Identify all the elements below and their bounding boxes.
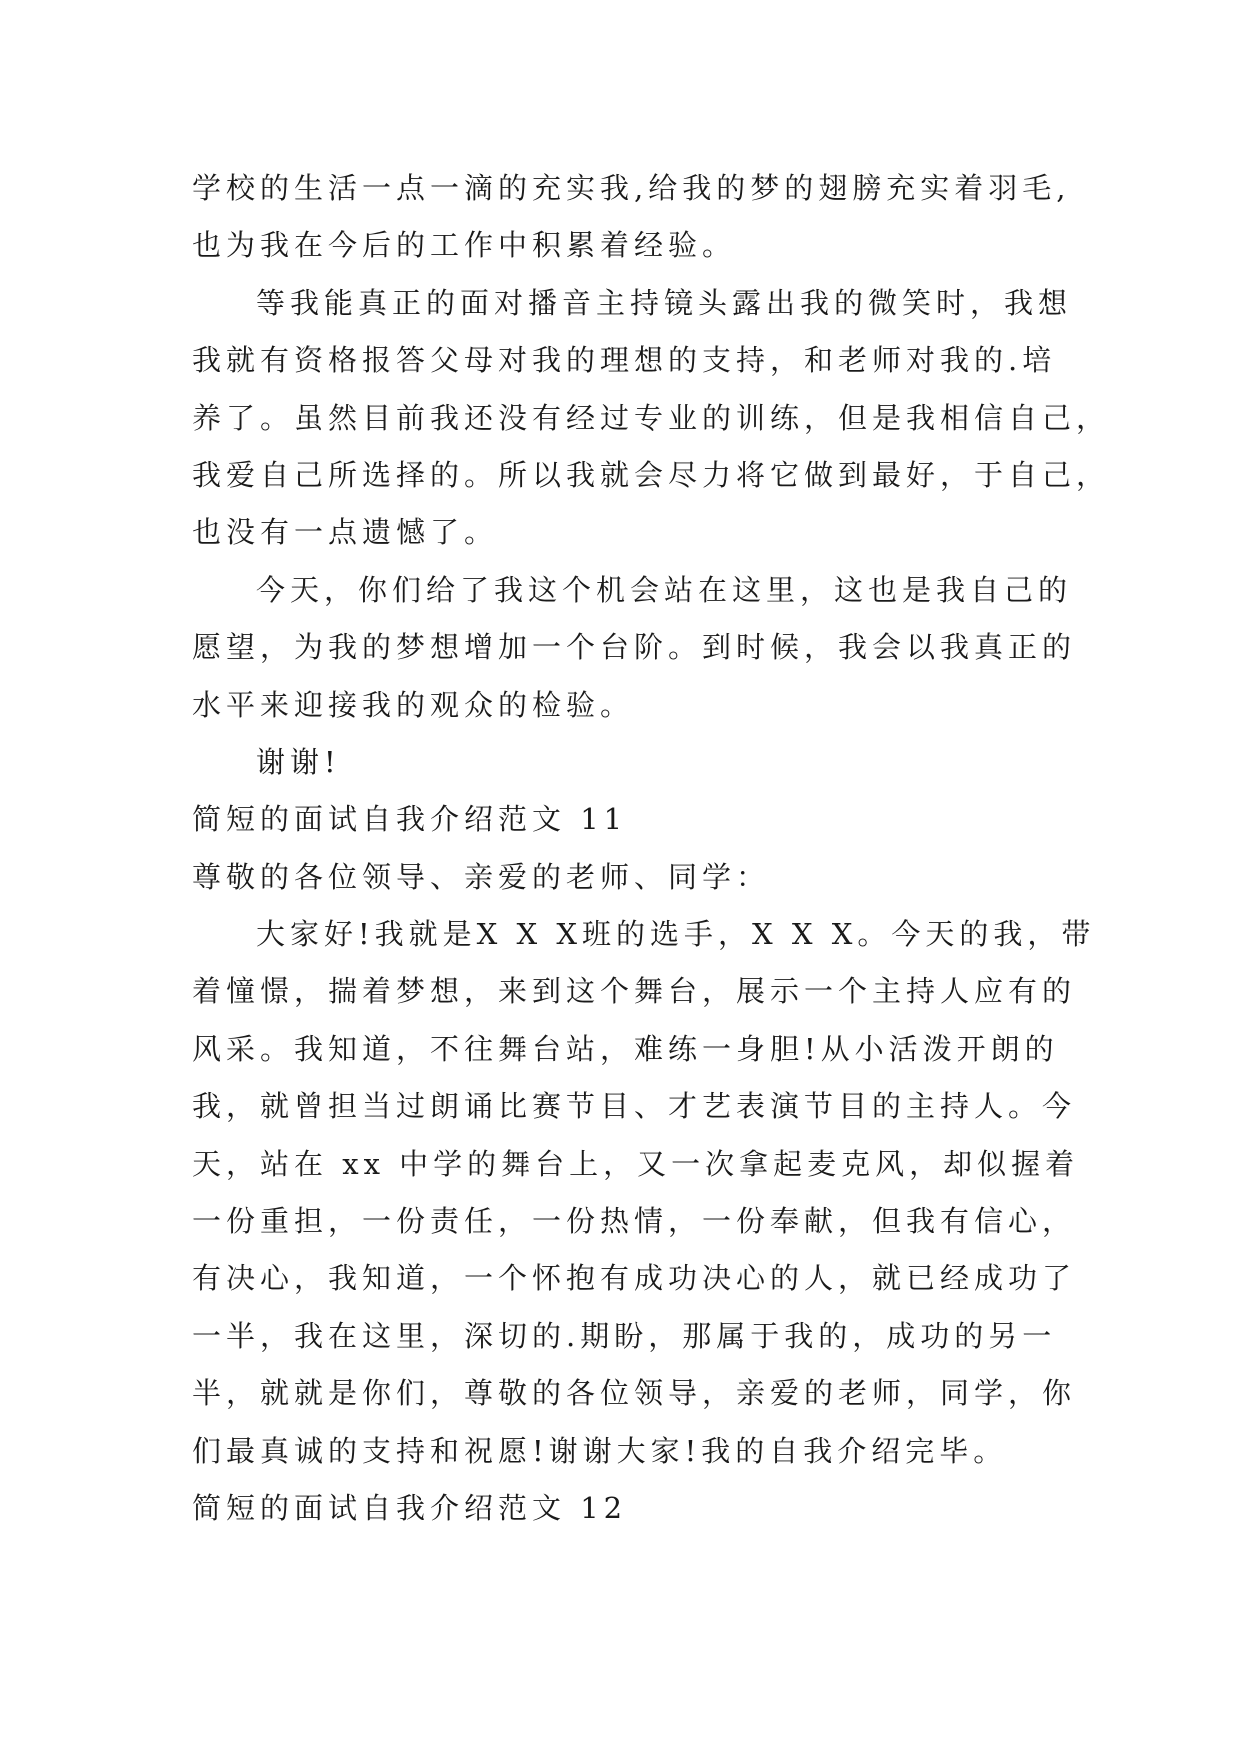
paragraph-line: 一份重担，一份责任，一份热情，一份奉献，但我有信心， <box>192 1204 1077 1239</box>
section-heading: 简短的面试自我介绍范文 11 <box>192 802 628 837</box>
paragraph-line: 也为我在今后的工作中积累着经验。 <box>192 228 737 263</box>
paragraph-line: 一半，我在这里，深切的.期盼，那属于我的，成功的另一 <box>192 1318 1057 1353</box>
section-heading: 简短的面试自我介绍范文 12 <box>192 1490 628 1525</box>
document-body <box>192 160 1111 1537</box>
paragraph-line: 半，就就是你们，尊敬的各位领导，亲爱的老师，同学，你 <box>192 1376 1077 1411</box>
paragraph-line: 有决心，我知道，一个怀抱有成功决心的人，就已经成功了 <box>192 1261 1077 1296</box>
paragraph-line: 也没有一点遗憾了。 <box>192 515 499 550</box>
paragraph-line: 着憧憬，揣着梦想，来到这个舞台，展示一个主持人应有的 <box>192 974 1077 1009</box>
paragraph-line: 谢谢! <box>256 744 341 779</box>
paragraph-line: 水平来迎接我的观众的检验。 <box>192 687 635 722</box>
paragraph-line: 等我能真正的面对播音主持镜头露出我的微笑时，我想 <box>256 285 1073 320</box>
salutation: 尊敬的各位领导、亲爱的老师、同学： <box>192 859 771 894</box>
paragraph-line: 天，站在 xx 中学的舞台上，又一次拿起麦克风，却似握着 <box>192 1146 1080 1181</box>
paragraph-line: 大家好!我就是X X X班的选手，X X X。今天的我，带 <box>256 917 1096 952</box>
paragraph-line: 们最真诚的支持和祝愿!谢谢大家!我的自我介绍完毕。 <box>192 1433 1008 1468</box>
paragraph-line: 我，就曾担当过朗诵比赛节目、才艺表演节目的主持人。今 <box>192 1089 1077 1124</box>
paragraph-line: 养了。虽然目前我还没有经过专业的训练，但是我相信自己， <box>192 400 1111 435</box>
paragraph-line: 愿望，为我的梦想增加一个台阶。到时候，我会以我真正的 <box>192 630 1077 665</box>
paragraph-line: 我就有资格报答父母对我的理想的支持，和老师对我的.培 <box>192 343 1057 378</box>
paragraph-line: 今天，你们给了我这个机会站在这里，这也是我自己的 <box>256 572 1073 607</box>
paragraph-line: 我爱自己所选择的。所以我就会尽力将它做到最好，于自己， <box>192 457 1111 492</box>
paragraph-line: 学校的生活一点一滴的充实我,给我的梦的翅膀充实着羽毛, <box>192 171 1071 205</box>
paragraph-line: 风采。我知道，不往舞台站，难练一身胆!从小活泼开朗的 <box>192 1031 1059 1066</box>
